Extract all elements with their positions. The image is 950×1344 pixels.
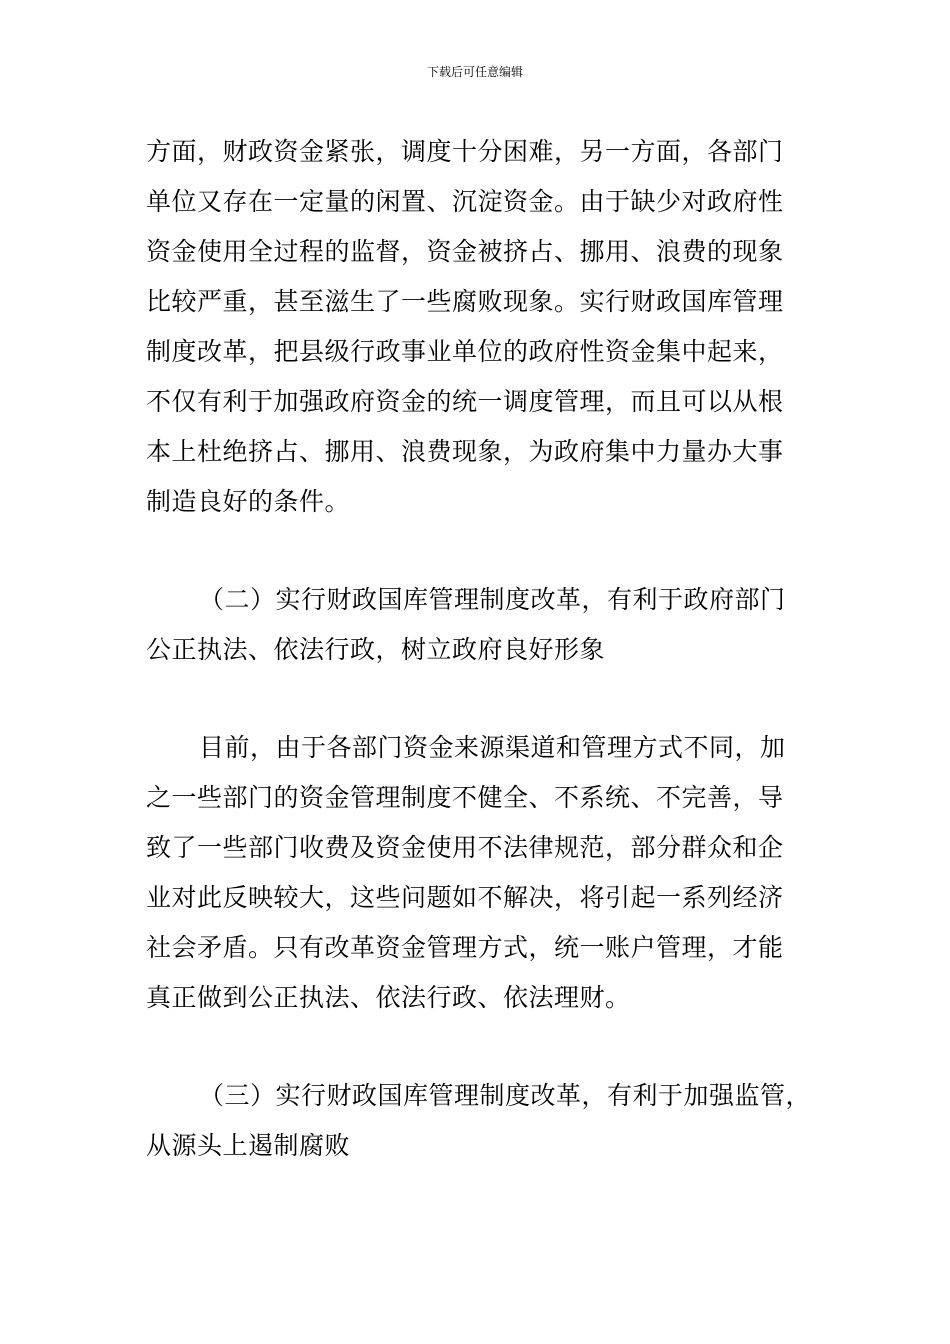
text-line: 制度改革，把县级行政事业单位的政府性资金集中起来， [146,337,784,366]
text-line: 方面，财政资金紧张，调度十分困难，另一方面，各部门 [146,137,784,166]
text-line: 真正做到公正执法、依法行政、依法理财。 [146,983,631,1012]
heading-line: 公正执法、依法行政，树立政府良好形象 [146,635,606,664]
heading-line: 从源头上遏制腐败 [146,1131,351,1160]
text-line: 社会矛盾。只有改革资金管理方式，统一账户管理，才能 [146,933,784,962]
paragraph-3 [146,723,822,1023]
paragraph-gap [146,1023,822,1071]
text-line: 比较严重，甚至滋生了一些腐败现象。实行财政国库管理 [146,287,784,316]
section-heading-3 [146,1071,822,1171]
heading-line: （二）实行财政国库管理制度改革，有利于政府部门 [199,585,786,614]
text-line: 业对此反映较大，这些问题如不解决，将引起一系列经济 [146,883,784,912]
text-line: 之一些部门的资金管理制度不健全、不系统、不完善，导 [146,783,784,812]
text-line: 资金使用全过程的监督，资金被挤占、挪用、浪费的现象 [146,237,784,266]
paragraph-gap [146,675,822,723]
paragraph-1 [146,127,822,527]
text-line: 制造良好的条件。 [146,487,351,516]
page-header: 下载后可任意编辑 [426,65,523,79]
text-line: 致了一些部门收费及资金使用不法律规范，部分群众和企 [146,833,784,862]
heading-line: （三）实行财政国库管理制度改革，有利于加强监管， [199,1081,812,1110]
paragraph-gap [146,527,822,575]
text-line: 不仅有利于加强政府资金的统一调度管理，而且可以从根 [146,387,784,416]
text-line: 本上杜绝挤占、挪用、浪费现象，为政府集中力量办大事 [146,437,784,466]
text-line: 目前，由于各部门资金来源渠道和管理方式不同，加 [199,733,786,762]
text-line: 单位又存在一定量的闲置、沉淀资金。由于缺少对政府性 [146,187,784,216]
document-body [146,127,822,1171]
section-heading-2 [146,575,822,675]
